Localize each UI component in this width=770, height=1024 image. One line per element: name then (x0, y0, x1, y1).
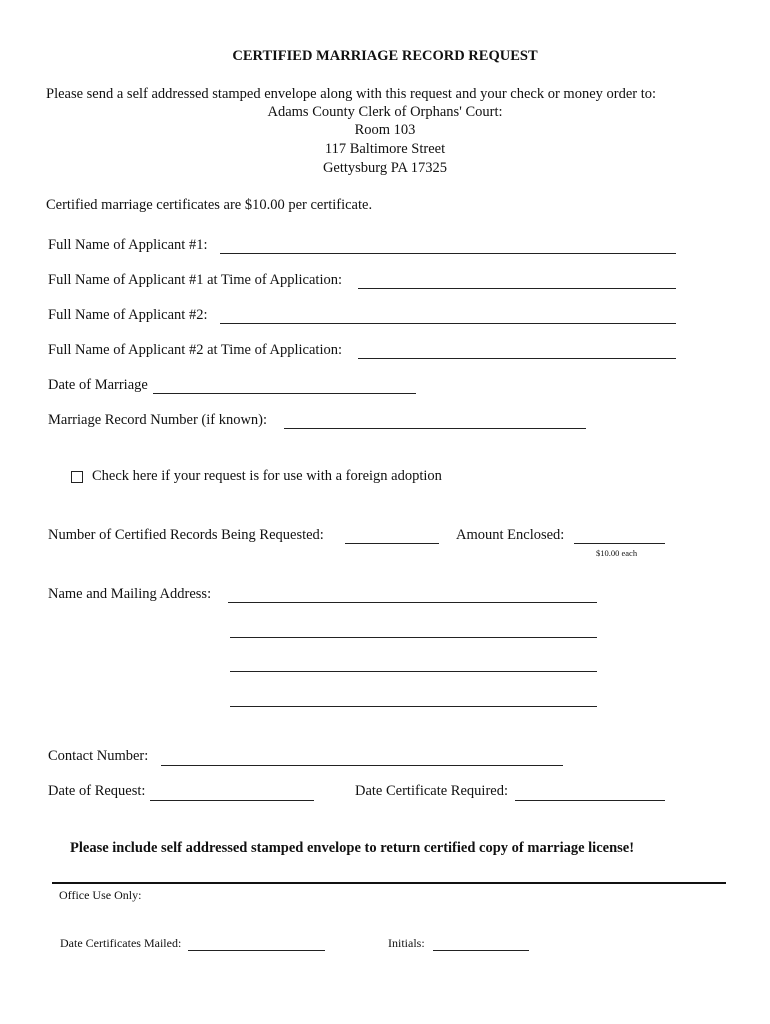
date-of-marriage-label: Date of Marriage (48, 377, 148, 393)
applicant1-name-field[interactable] (220, 253, 676, 254)
amount-enclosed-field[interactable] (574, 543, 665, 544)
applicant2-name-label: Full Name of Applicant #2: (48, 307, 208, 323)
initials-label: Initials: (388, 936, 425, 950)
mailing-address-line-1[interactable] (228, 602, 597, 603)
applicant1-name-label: Full Name of Applicant #1: (48, 237, 208, 253)
mailing-address-label: Name and Mailing Address: (48, 586, 212, 602)
amount-note: $10.00 each (596, 548, 638, 558)
record-number-label: Marriage Record Number (if known): (48, 412, 268, 428)
amount-enclosed-label: Amount Enclosed: (456, 527, 565, 543)
applicant2-time-field[interactable] (358, 358, 676, 359)
address-line-office: Adams County Clerk of Orphans' Court: (267, 104, 503, 120)
contact-number-label: Contact Number: (48, 748, 149, 764)
record-number-field[interactable] (284, 428, 586, 429)
date-of-request-label: Date of Request: (48, 783, 146, 799)
mailing-address-line-4[interactable] (230, 706, 597, 707)
applicant2-name-field[interactable] (220, 323, 676, 324)
foreign-adoption-checkbox[interactable] (71, 471, 83, 483)
foreign-adoption-label: Check here if your request is for use with a foreign adoption (92, 468, 442, 484)
fee-note: Certified marriage certificates are $10.00 per certificate. (46, 197, 373, 213)
contact-number-field[interactable] (161, 765, 563, 766)
date-mailed-field[interactable] (188, 950, 325, 951)
applicant1-time-label: Full Name of Applicant #1 at Time of Application: (48, 272, 343, 288)
date-of-marriage-field[interactable] (153, 393, 416, 394)
office-use-heading: Office Use Only: (59, 888, 142, 902)
mailing-address-line-2[interactable] (230, 637, 597, 638)
intro-text: Please send a self addressed stamped envelope along with this request and your check or money order to: (46, 86, 657, 102)
date-required-field[interactable] (515, 800, 665, 801)
number-requested-label: Number of Certified Records Being Requested: (48, 527, 324, 543)
office-divider (52, 882, 726, 884)
address-line-city: Gettysburg PA 17325 (322, 160, 448, 176)
initials-field[interactable] (433, 950, 529, 951)
envelope-reminder: Please include self addressed stamped envelope to return certified copy of marriage license! (70, 840, 635, 856)
date-mailed-label: Date Certificates Mailed: (60, 936, 182, 950)
form-title: CERTIFIED MARRIAGE RECORD REQUEST (232, 48, 538, 64)
mailing-address-line-3[interactable] (230, 671, 597, 672)
number-requested-field[interactable] (345, 543, 439, 544)
address-line-room: Room 103 (354, 122, 416, 138)
date-required-label: Date Certificate Required: (355, 783, 508, 799)
address-line-street: 117 Baltimore Street (324, 141, 446, 157)
date-of-request-field[interactable] (150, 800, 314, 801)
applicant2-time-label: Full Name of Applicant #2 at Time of Application: (48, 342, 343, 358)
applicant1-time-field[interactable] (358, 288, 676, 289)
